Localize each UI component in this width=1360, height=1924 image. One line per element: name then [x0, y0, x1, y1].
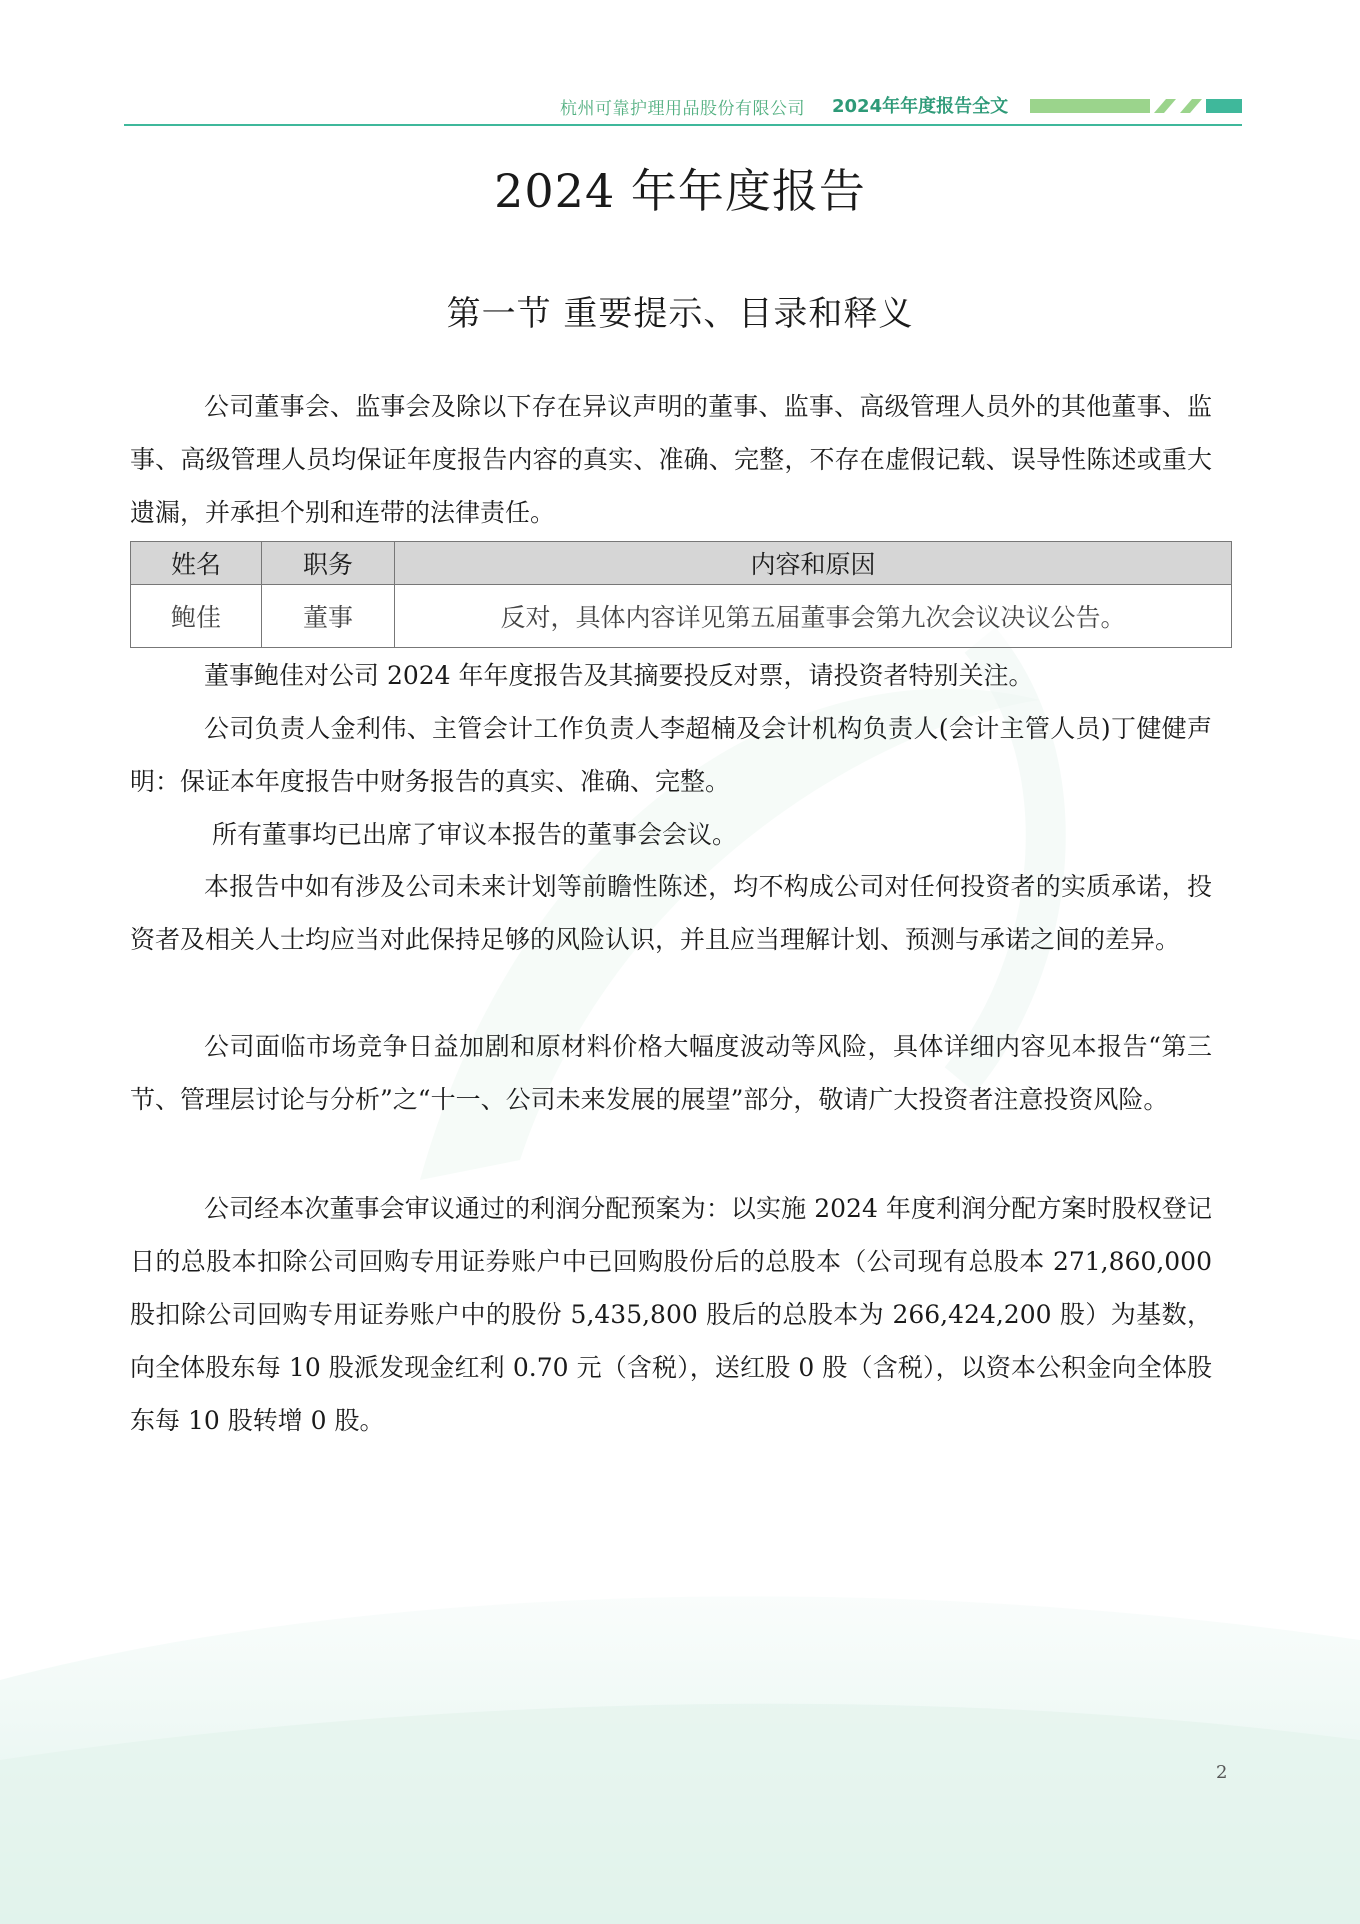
objection-table	[130, 541, 1232, 648]
paragraph-board-statement: 公司董事会、监事会及除以下存在异议声明的董事、监事、高级管理人员外的其他董事、监事、高级管理人员均保证年度报告内容的真实、准确、完整，不存在虚假记载、误导性陈述或重大遗漏，并承担个别和连带的法律责任。	[130, 392, 1212, 527]
paragraph-profit-distribution: 公司经本次董事会审议通过的利润分配预案为：以实施 2024 年度利润分配方案时股权登记日的总股本扣除公司回购专用证券账户中已回购股份后的总股本（公司现有总股本 271,860,000 股扣除公司回购专用证券账户中的股份 5,435,800 股后的总股本为 266,424,200 股）为基数，向全体股东每 10 股派发现金红利 0.70 元（含税），送红股 0 股（含税），以资本公积金向全体股东每 10 股转增 0 股。	[130, 1194, 1212, 1435]
header-position: 职务	[262, 542, 395, 585]
cell-reason: 反对，具体内容详见第五届董事会第九次会议决议公告。	[395, 585, 1232, 648]
header-company-name: 杭州可靠护理用品股份有限公司	[560, 99, 805, 119]
paragraph-forward-looking: 本报告中如有涉及公司未来计划等前瞻性陈述，均不构成公司对任何投资者的实质承诺，投资者及相关人士均应当对此保持足够的风险认识，并且应当理解计划、预测与承诺之间的差异。	[130, 872, 1212, 954]
header-report-name: 2024年年度报告全文	[832, 96, 1009, 117]
cell-position: 董事	[262, 585, 395, 648]
document-title: 2024 年年度报告	[494, 164, 866, 218]
table-header-row	[131, 542, 1232, 585]
paragraph-responsible-persons: 公司负责人金利伟、主管会计工作负责人李超楠及会计机构负责人(会计主管人员)丁健健声明：保证本年度报告中财务报告的真实、准确、完整。	[130, 714, 1212, 796]
table-row	[131, 585, 1232, 648]
section-title: 第一节 重要提示、目录和释义	[446, 294, 914, 334]
cell-name: 鲍佳	[131, 585, 262, 648]
paragraph-director-vote: 董事鲍佳对公司 2024 年年度报告及其摘要投反对票，请投资者特别关注。	[204, 661, 1034, 690]
header-divider	[124, 124, 1242, 126]
header-name: 姓名	[131, 542, 262, 585]
page-number: 2	[1216, 1762, 1228, 1783]
paragraph-risks: 公司面临市场竞争日益加剧和原材料价格大幅度波动等风险，具体详细内容见本报告“第三节、管理层讨论与分析”之“十一、公司未来发展的展望”部分，敬请广大投资者注意投资风险。	[130, 1032, 1212, 1114]
header-stripe-icon	[1030, 99, 1242, 113]
header-reason: 内容和原因	[395, 542, 1232, 585]
paragraph-attendance: 所有董事均已出席了审议本报告的董事会会议。	[212, 820, 738, 849]
